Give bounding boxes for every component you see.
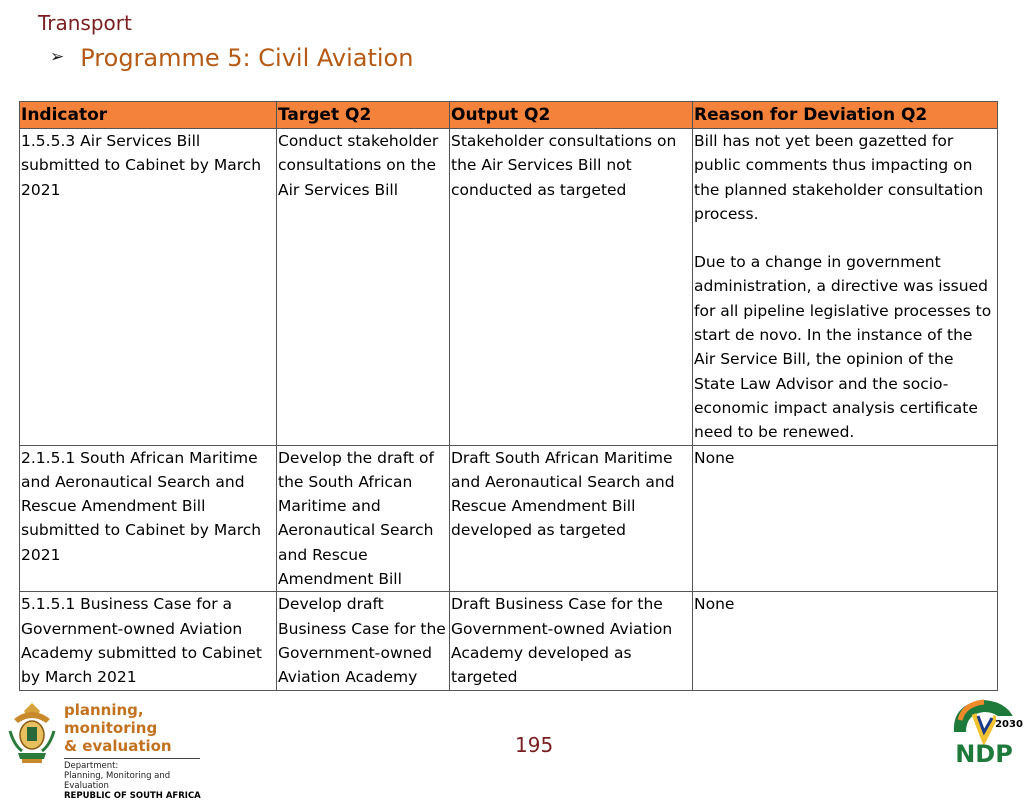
ndp-year: 2030 [995, 719, 1023, 730]
cell-target: Conduct stakeholder consultations on the Air Services Bill [277, 129, 450, 446]
table-row [20, 445, 998, 592]
cell-output: Draft South African Maritime and Aeronautical Search and Rescue Amendment Bill developed as targeted [450, 445, 693, 592]
table-header-row [20, 102, 998, 129]
table-row [20, 129, 998, 446]
dpme-logo-line1: planning, monitoring [64, 701, 158, 737]
cell-output: Stakeholder consultations on the Air Services Bill not conducted as targeted [450, 129, 693, 446]
column-header-reason: Reason for Deviation Q2 [693, 102, 998, 129]
dpme-logo-line5: REPUBLIC OF SOUTH AFRICA [64, 791, 201, 801]
dpme-logo-line4: Planning, Monitoring and Evaluation [64, 771, 171, 791]
cell-target: Develop the draft of the South African Maritime and Aeronautical Search and Rescue Amendment Bill [277, 445, 450, 592]
programme-title-text: Programme 5: Civil Aviation [80, 44, 414, 72]
cell-indicator: 1.5.5.3 Air Services Bill submitted to Cabinet by March 2021 [20, 129, 277, 446]
arrow-bullet-icon: ➢ [50, 47, 65, 67]
column-header-indicator: Indicator [20, 102, 277, 129]
table-row [20, 592, 998, 690]
cell-reason: None [693, 592, 998, 690]
dpme-logo [4, 701, 204, 801]
coat-of-arms-icon [4, 701, 60, 765]
page-number: 195 [515, 733, 554, 757]
cell-indicator: 5.1.5.1 Business Case for a Government-owned Aviation Academy submitted to Cabinet by March 2021 [20, 592, 277, 690]
dpme-logo-line2: & evaluation [64, 737, 172, 755]
cell-reason: None [693, 445, 998, 592]
section-title: Transport [38, 11, 132, 35]
column-header-output: Output Q2 [450, 102, 693, 129]
cell-indicator: 2.1.5.1 South African Maritime and Aeronautical Search and Rescue Amendment Bill submitted to Cabinet by March 2021 [20, 445, 277, 592]
column-header-target: Target Q2 [277, 102, 450, 129]
reason-paragraph: Bill has not yet been gazetted for public comments thus impacting on the planned stakeholder consultation process. [694, 132, 984, 223]
ndp-2030-logo-icon [944, 694, 1024, 766]
reason-paragraph: Due to a change in government administration, a directive was issued for all pipeline legislative processes to start de novo. In the instance of the Air Service Bill, the opinion of the State Law Advisor and the socio-economic impact analysis certificate need to be renewed. [694, 253, 992, 442]
dpme-logo-line3: Department: [64, 761, 119, 771]
ndp-text: NDP [955, 740, 1013, 766]
cell-output: Draft Business Case for the Government-owned Aviation Academy developed as targeted [450, 592, 693, 690]
cell-reason [693, 129, 998, 446]
cell-target: Develop draft Business Case for the Government-owned Aviation Academy [277, 592, 450, 690]
indicator-table [19, 101, 998, 691]
programme-title [50, 44, 413, 72]
